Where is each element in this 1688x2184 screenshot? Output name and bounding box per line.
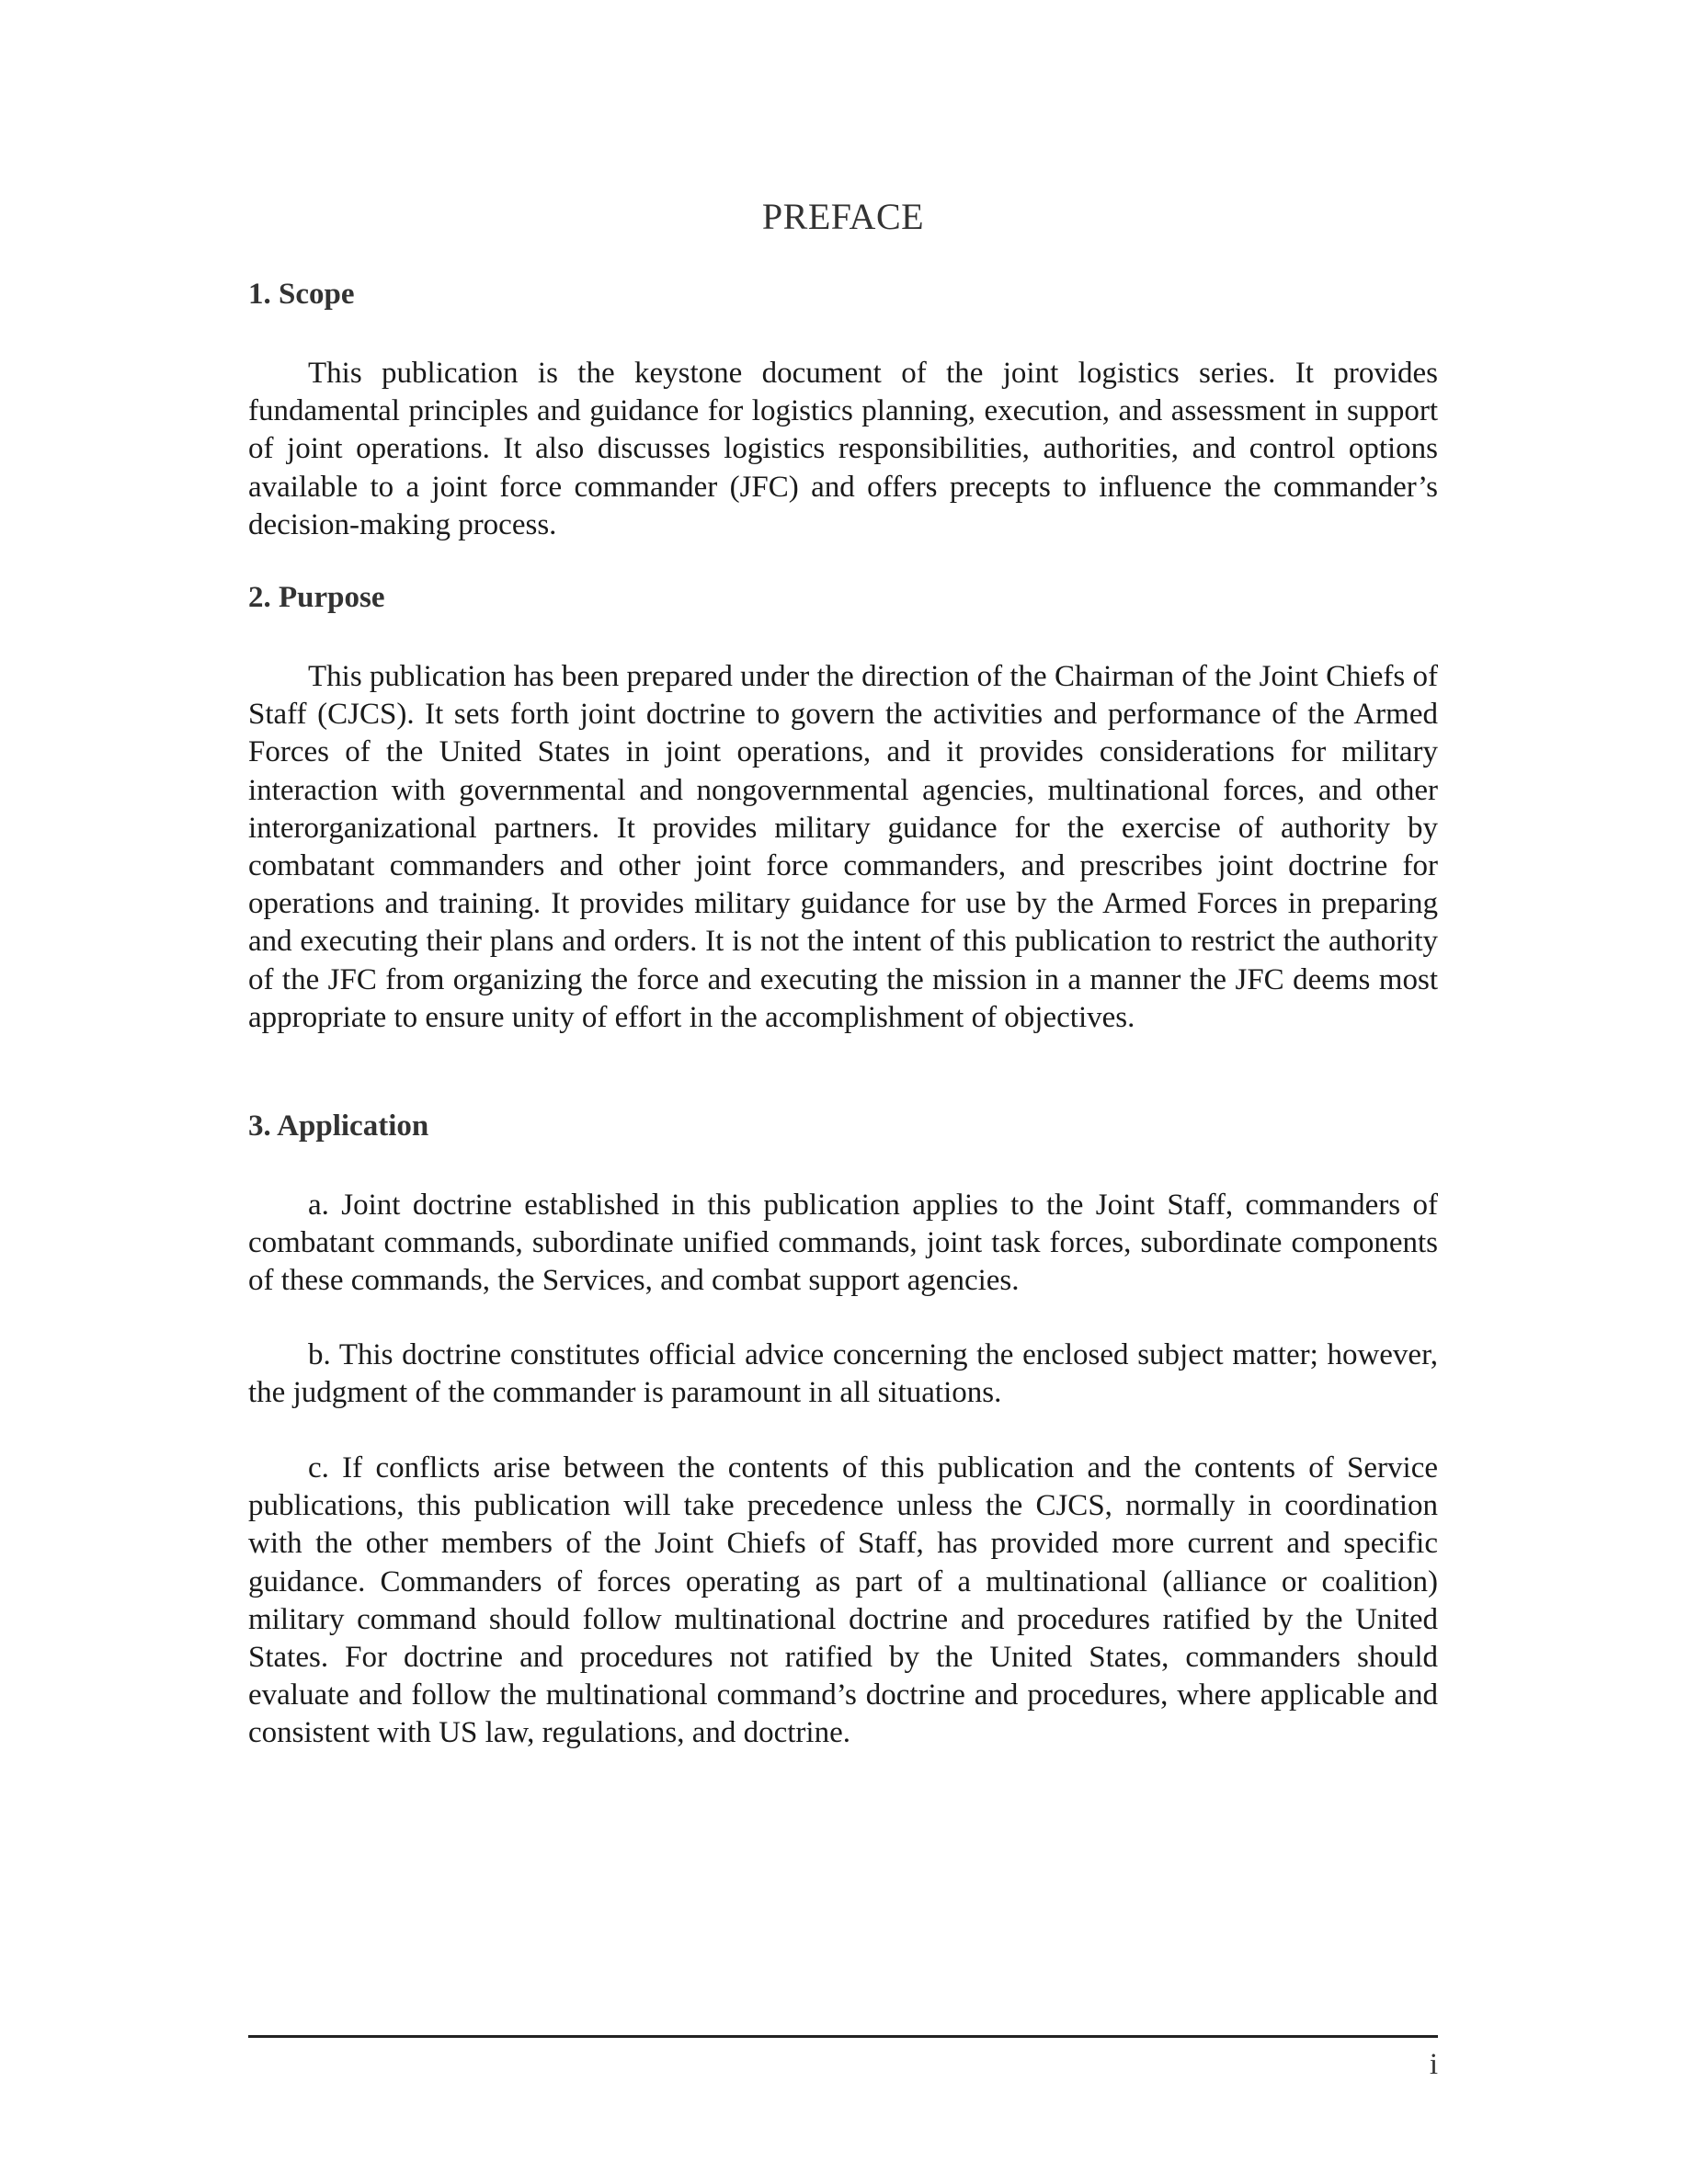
section-heading-scope: 1. Scope bbox=[248, 278, 355, 311]
application-paragraph-a: a. Joint doctrine established in this publication applies to the Joint Staff, commanders of combatant commands, subordinate unified commands, joint task forces, subordinate components of these commands, the Services, and combat support agencies. bbox=[248, 1189, 1438, 1298]
section-heading-application: 3. Application bbox=[248, 1109, 429, 1143]
purpose-paragraph: This publication has been prepared under the direction of the Chairman of the Joint Chiefs of Staff (CJCS). It sets forth joint doctrine to govern the activities and performance of the Armed Forces of the United States in joint operations, and it provides considerations for military interaction with governmental and nongovernmental agencies, multinational forces, and other interorganizational partners. It provides military guidance for the exercise of authority by combatant commanders and other joint force commanders, and prescribes joint doctrine for operations and training. It provides military guidance for use by the Armed Forces in preparing and executing their plans and orders. It is not the intent of this publication to restrict the authority of the JFC from organizing the force and executing the mission in a manner the JFC deems most appropriate to ensure unity of effort in the accomplishment of objectives. bbox=[248, 660, 1438, 1034]
page-title: PREFACE bbox=[761, 196, 925, 237]
page-number: i bbox=[1429, 2048, 1438, 2081]
section-heading-purpose: 2. Purpose bbox=[248, 581, 385, 614]
document-page bbox=[248, 0, 1438, 2184]
scope-paragraph: This publication is the keystone document of the joint logistics series. It provides fundamental principles and guidance for logistics planning, execution, and assessment in support of joint operations. It also discusses logistics responsibilities, authorities, and control options available to a joint force commander (JFC) and offers precepts to influence the commander’s decision-making process. bbox=[248, 357, 1438, 541]
application-paragraph-b: b. This doctrine constitutes official advice concerning the enclosed subject matter; however, the judgment of the commander is paramount in all situations. bbox=[248, 1338, 1438, 1410]
application-paragraph-c: c. If conflicts arise between the contents of this publication and the contents of Service publications, this publication will take precedence unless the CJCS, normally in coordination with the other members of the Joint Chiefs of Staff, has provided more current and specific guidance. Commanders of forces operating as part of a multinational (alliance or coalition) military command should follow multinational doctrine and procedures ratified by the United States. For doctrine and procedures not ratified by the United States, commanders should evaluate and follow the multinational command’s doctrine and procedures, where applicable and consistent with US law, regulations, and doctrine. bbox=[248, 1451, 1438, 1750]
footer-rule bbox=[248, 2035, 1438, 2038]
